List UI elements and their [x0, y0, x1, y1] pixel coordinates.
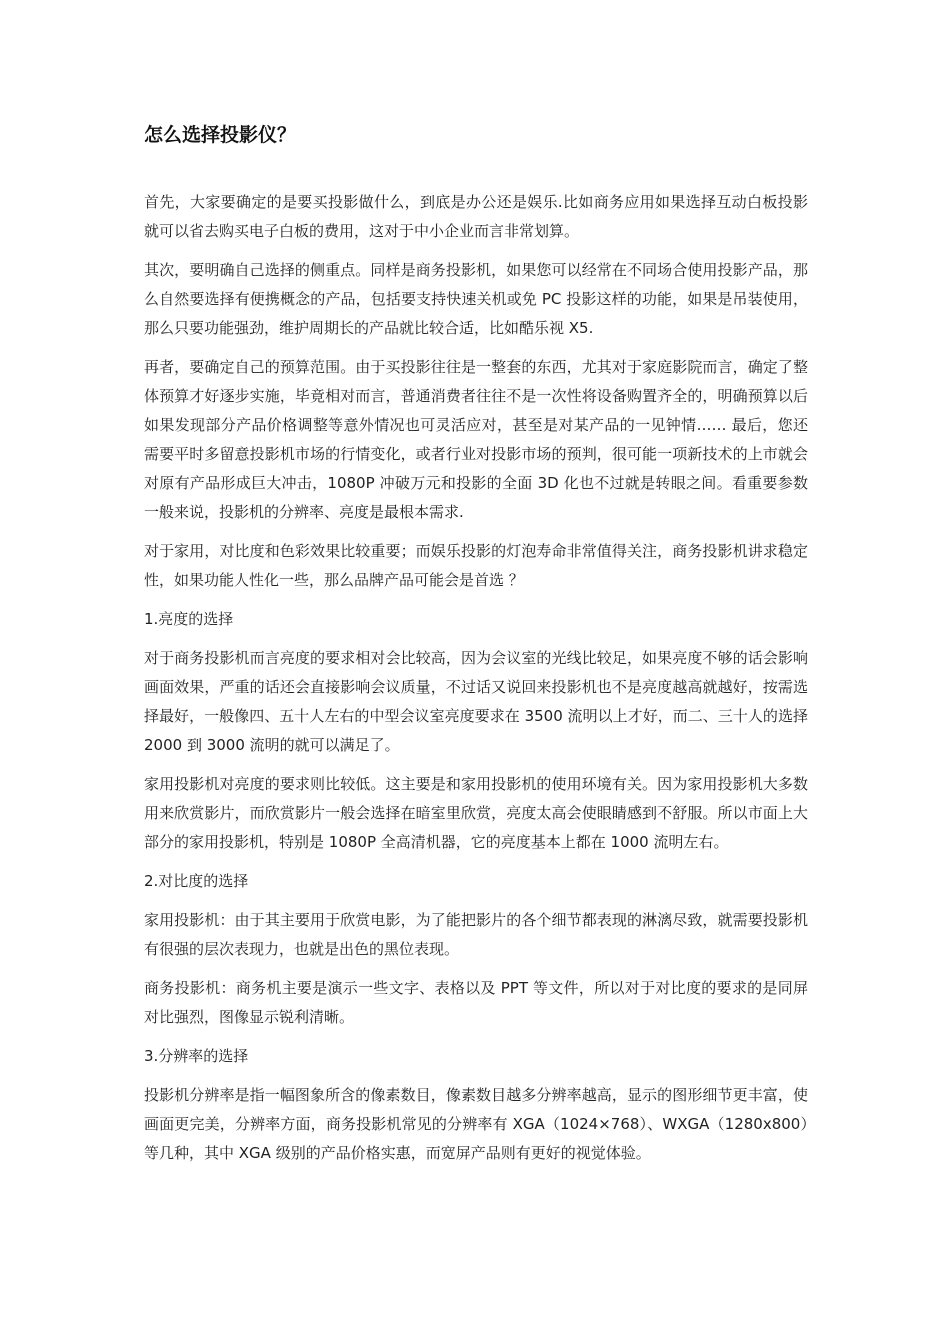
section-heading-brightness: 1.亮度的选择 — [144, 610, 234, 628]
paragraph-home-use: 对于家用，对比度和色彩效果比较重要；而娱乐投影的灯泡寿命非常值得关注，商务投影机讲求稳定性，如果功能人性化一些，那么品牌产品可能会是首选 ？ — [144, 542, 808, 589]
document-page — [144, 120, 808, 1178]
paragraph-purpose: 首先，大家要确定的是要买投影做什么，到底是办公还是娱乐.比如商务应用如果选择互动白板投影就可以省去购买电子白板的费用，这对于中小企业而言非常划算。 — [144, 193, 808, 240]
paragraph-business-contrast: 商务投影机：商务机主要是演示一些文字、表格以及 PPT 等文件，所以对于对比度的要求的是同屏对比强烈，图像显示锐利清晰。 — [144, 979, 808, 1026]
paragraph-home-contrast: 家用投影机：由于其主要用于欣赏电影，为了能把影片的各个细节都表现的淋漓尽致，就需要投影机有很强的层次表现力，也就是出色的黑位表现。 — [144, 911, 808, 958]
paragraph-focus: 其次，要明确自己选择的侧重点。同样是商务投影机，如果您可以经常在不同场合使用投影产品，那么自然要选择有便携概念的产品，包括要支持快速关机或免 PC 投影这样的功能，如果是吊装使用，那么只要功能强劲，维护周期长的产品就比较合适，比如酷乐视 X5. — [144, 261, 808, 337]
document-title: 怎么选择投影仪？ — [144, 124, 297, 146]
section-heading-contrast: 2.对比度的选择 — [144, 872, 249, 890]
paragraph-resolution: 投影机分辨率是指一幅图象所含的像素数目，像素数目越多分辨率越高，显示的图形细节更丰富，使画面更完美，分辨率方面，商务投影机常见的分辨率有 XGA（1024×768）、WXGA（1280x800）等几种，其中 XGA 级别的产品价格实惠，而宽屏产品则有更好的视觉体验。 — [144, 1086, 808, 1162]
paragraph-business-brightness: 对于商务投影机而言亮度的要求相对会比较高，因为会议室的光线比较足，如果亮度不够的话会影响画面效果，严重的话还会直接影响会议质量，不过话又说回来投影机也不是亮度越高就越好，按需选择最好，一般像四、五十人左右的中型会议室亮度要求在 3500 流明以上才好，而二、三十人的选择 2000 到 3000 流明的就可以满足了。 — [144, 649, 808, 754]
section-heading-resolution: 3.分辨率的选择 — [144, 1047, 249, 1065]
paragraph-home-brightness: 家用投影机对亮度的要求则比较低。这主要是和家用投影机的使用环境有关。因为家用投影机大多数用来欣赏影片，而欣赏影片一般会选择在暗室里欣赏，亮度太高会使眼睛感到不舒服。所以市面上大部分的家用投影机，特别是 1080P 全高清机器，它的亮度基本上都在 1000 流明左右。 — [144, 775, 808, 851]
paragraph-budget: 再者，要确定自己的预算范围。由于买投影往往是一整套的东西，尤其对于家庭影院而言，确定了整体预算才好逐步实施，毕竟相对而言，普通消费者往往不是一次性将设备购置齐全的，明确预算以后如果发现部分产品价格调整等意外情况也可灵活应对，甚至是对某产品的一见钟情…… 最后，您还需要平时多留意投影机市场的行情变化，或者行业对投影市场的预判，很可能一项新技术的上市就会对原有产品形成巨大冲击，1080P 冲破万元和投影的全面 3D 化也不过就是转眼之间。看重要参数一般来说，投影机的分辨率、亮度是最根本需求. — [144, 358, 808, 521]
